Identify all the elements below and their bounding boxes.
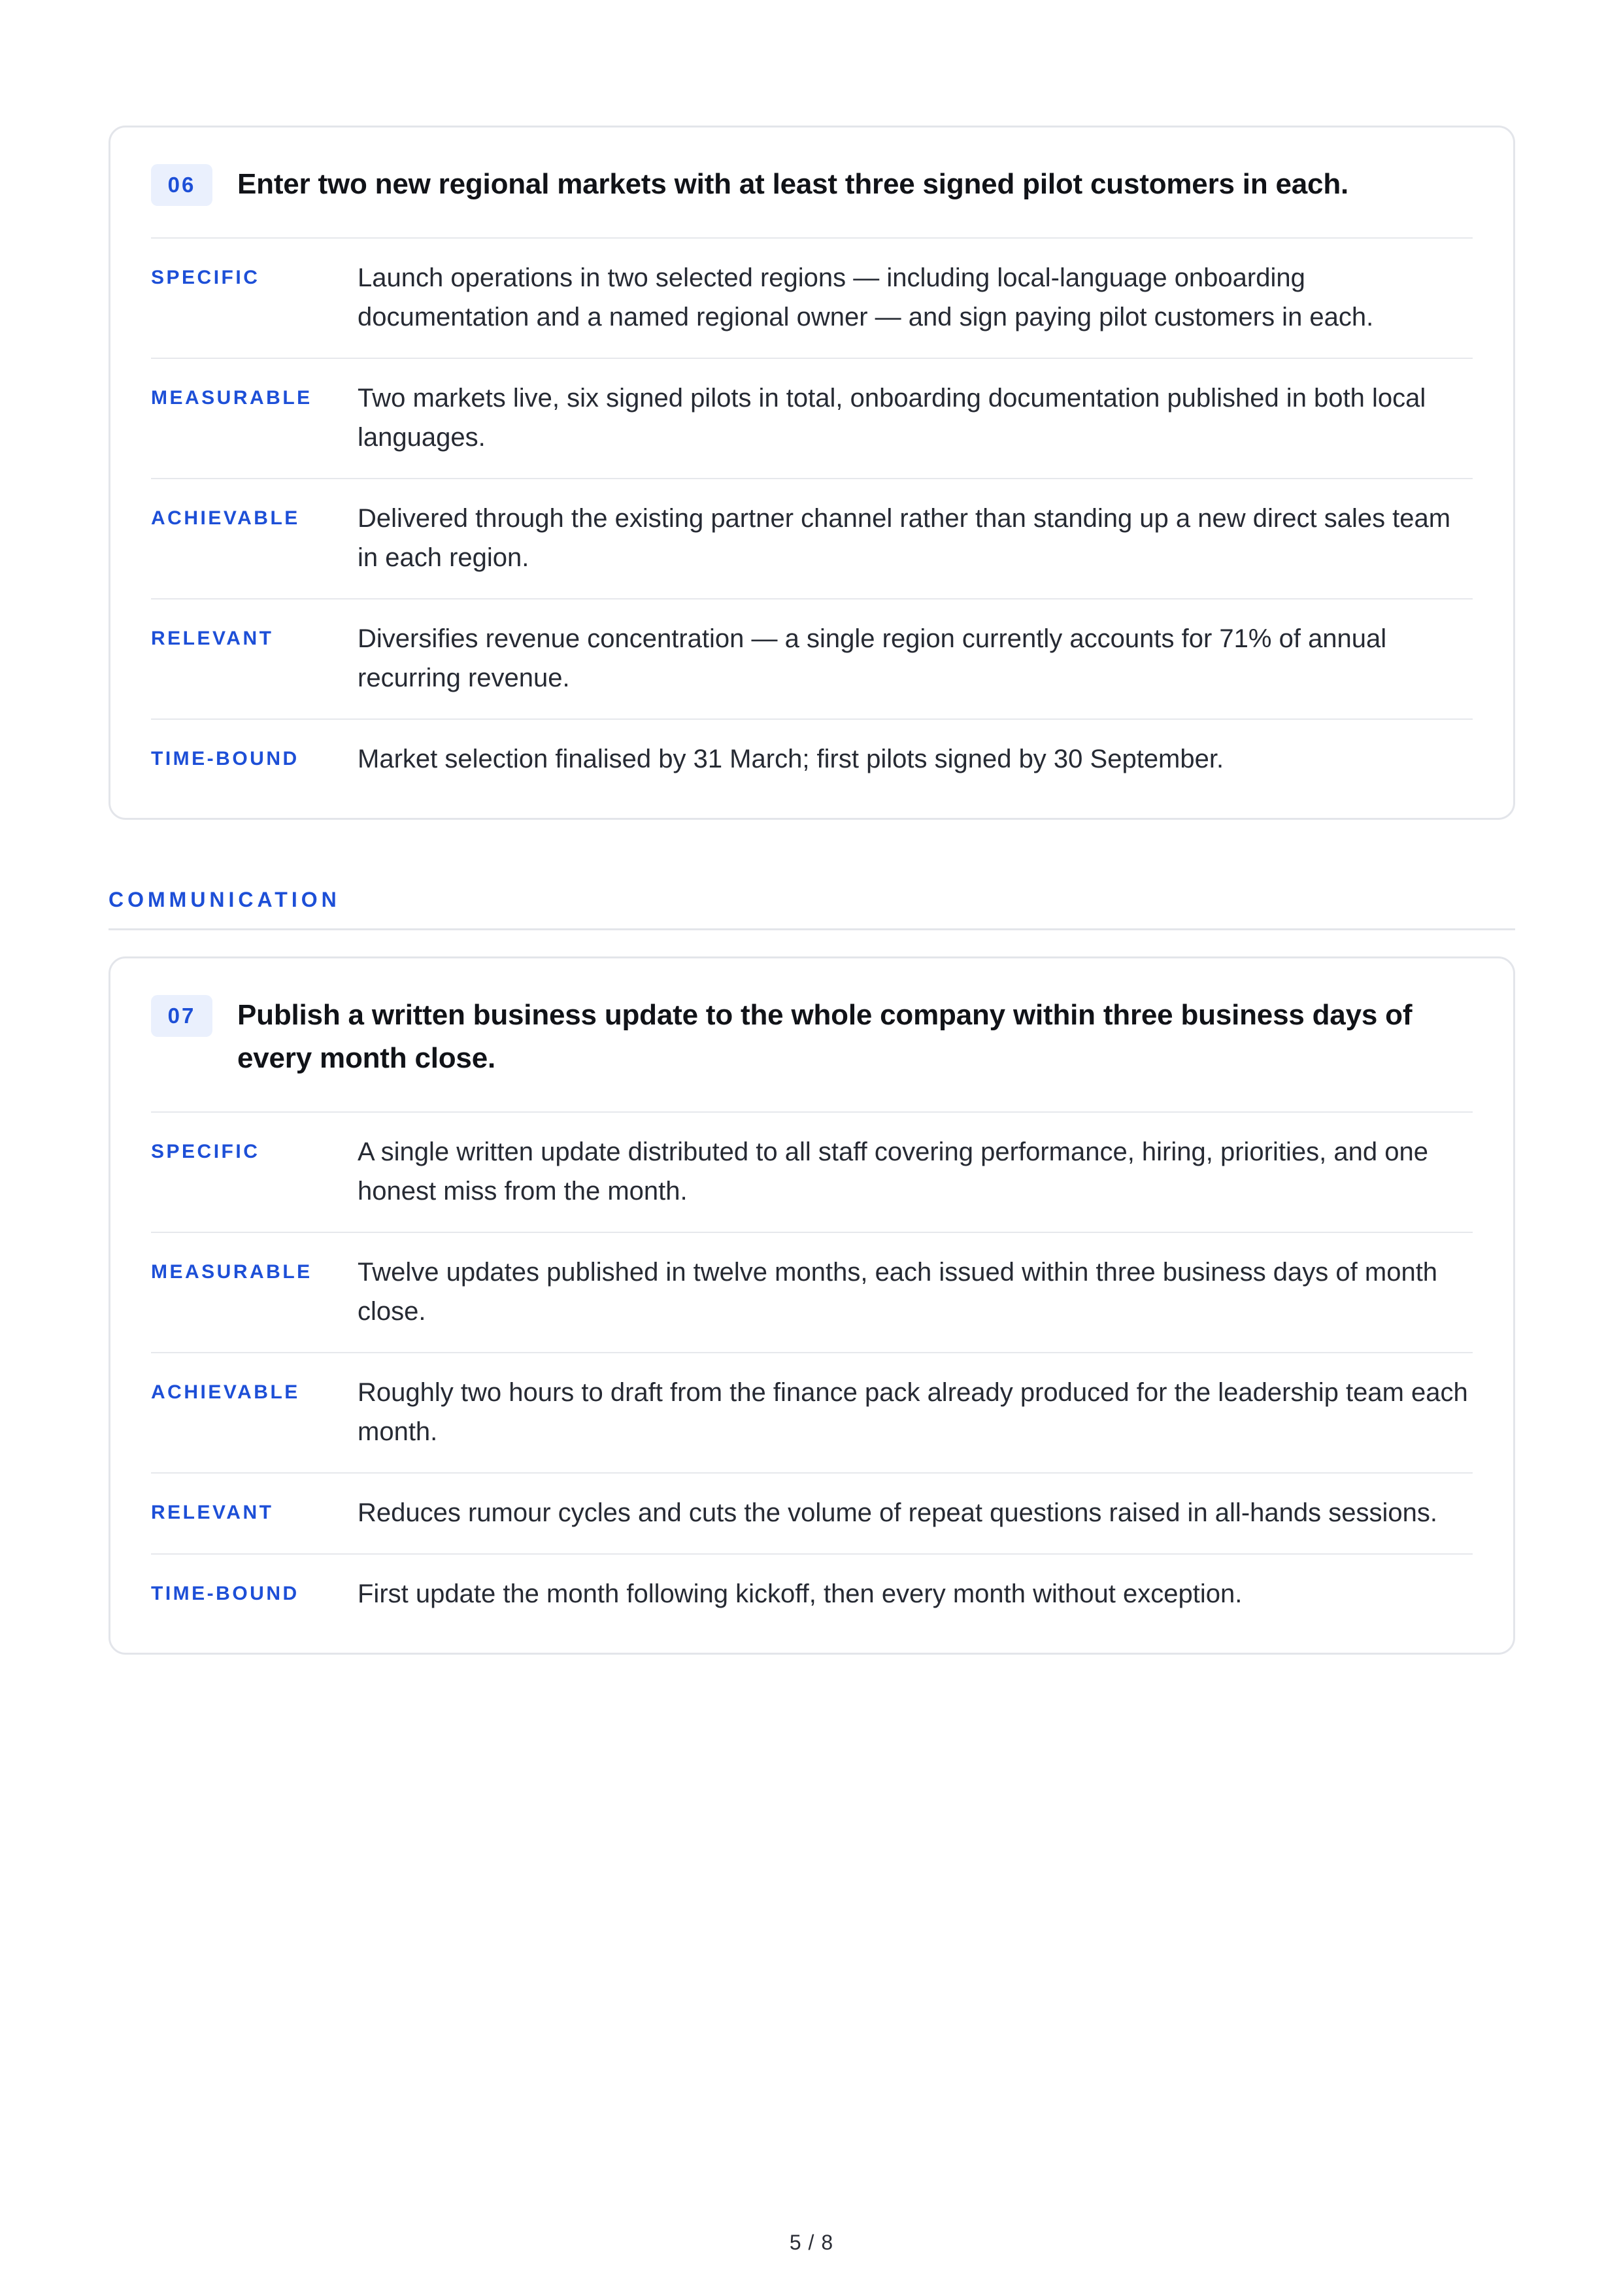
goal-card-06 [109, 126, 1515, 820]
goal-title: Publish a written business update to the whole company within three business days of every month close. [237, 999, 1413, 1074]
criteria-row-specific [151, 239, 1473, 359]
criteria-label: ACHIEVABLE [151, 507, 300, 529]
criteria-row-achievable [151, 1353, 1473, 1474]
criteria-text: Market selection finalised by 31 March; first pilots signed by 30 September. [358, 745, 1224, 773]
document-page [109, 126, 1515, 1655]
criteria-text: Diversifies revenue concentration — a single region currently accounts for 71% of annual recurring revenue. [358, 624, 1387, 692]
goal-number-badge: 06 [151, 164, 212, 206]
criteria-row-relevant [151, 1474, 1473, 1555]
criteria-text: Delivered through the existing partner channel rather than standing up a new direct sales team in each region. [358, 504, 1451, 572]
criteria-label: MEASURABLE [151, 387, 312, 409]
criteria-text: Twelve updates published in twelve months, each issued within three business days of month close. [358, 1258, 1438, 1326]
criteria-row-achievable [151, 479, 1473, 599]
criteria-row-time-bound [151, 720, 1473, 779]
criteria-label: ACHIEVABLE [151, 1381, 300, 1403]
goal-card-07 [109, 956, 1515, 1655]
criteria-text: Roughly two hours to draft from the finance pack already produced for the leadership team each month. [358, 1378, 1468, 1446]
goal-title: Enter two new regional markets with at least three signed pilot customers in each. [237, 168, 1349, 200]
criteria-row-time-bound [151, 1555, 1473, 1613]
criteria-label: TIME-BOUND [151, 748, 299, 769]
criteria-row-measurable [151, 1233, 1473, 1353]
criteria-label: SPECIFIC [151, 1141, 260, 1162]
page-number: 5 / 8 [789, 2231, 834, 2254]
criteria-row-specific [151, 1113, 1473, 1233]
criteria-row-measurable [151, 359, 1473, 479]
criteria-label: TIME-BOUND [151, 1583, 299, 1604]
criteria-text: Launch operations in two selected regions — including local-language onboarding documentation and a named regional owner — and sign paying pilot customers in each. [358, 263, 1374, 331]
goal-number-badge: 07 [151, 995, 212, 1037]
criteria-text: A single written update distributed to all staff covering performance, hiring, priorities, and one honest miss from the month. [358, 1138, 1428, 1206]
criteria-label: MEASURABLE [151, 1261, 312, 1283]
goal-card-header [151, 994, 1473, 1113]
criteria-text: Two markets live, six signed pilots in total, onboarding documentation published in both local languages. [358, 384, 1426, 452]
criteria-label: RELEVANT [151, 1502, 274, 1523]
criteria-label: RELEVANT [151, 628, 274, 649]
criteria-text: Reduces rumour cycles and cuts the volume of repeat questions raised in all-hands sessions. [358, 1498, 1437, 1527]
section-heading: COMMUNICATION [109, 885, 1515, 930]
criteria-text: First update the month following kickoff, then every month without exception. [358, 1579, 1243, 1608]
goal-card-header [151, 163, 1473, 239]
criteria-row-relevant [151, 599, 1473, 720]
criteria-label: SPECIFIC [151, 267, 260, 288]
